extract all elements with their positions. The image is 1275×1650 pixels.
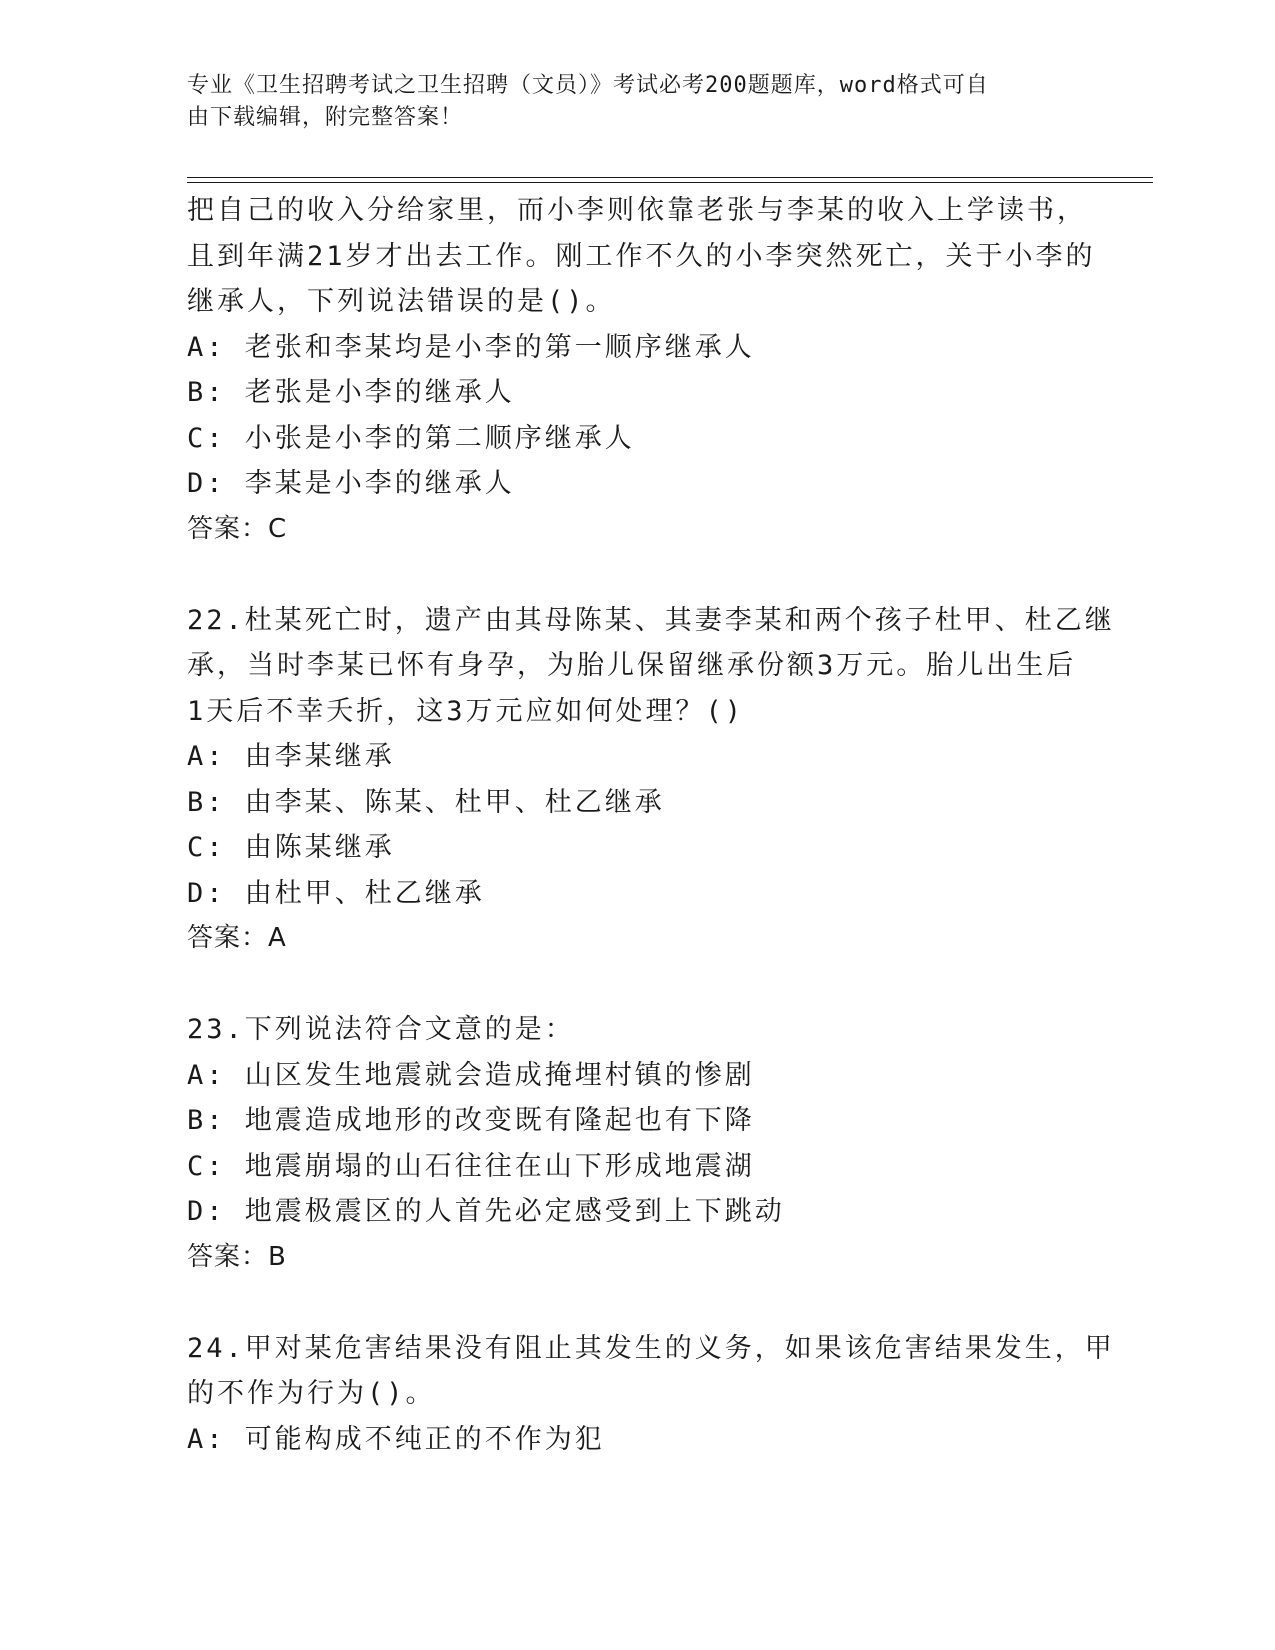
question-stem-line: 23.下列说法符合文意的是： bbox=[187, 1014, 575, 1045]
option-a: A: 可能构成不纯正的不作为犯 bbox=[187, 1423, 605, 1455]
block-spacer bbox=[187, 552, 1087, 598]
block-spacer bbox=[187, 1280, 1087, 1326]
answer-line: 答案：C bbox=[187, 513, 288, 544]
question-stem-line: 且到年满21岁才出去工作。刚工作不久的小李突然死亡，关于小李的 bbox=[187, 240, 1096, 272]
header-line: 由下载编辑，附完整答案！ bbox=[187, 105, 464, 130]
question-stem-line: 继承人，下列说法错误的是()。 bbox=[187, 286, 616, 317]
document-header bbox=[187, 70, 1067, 134]
option-d: D: 由杜甲、杜乙继承 bbox=[187, 877, 485, 909]
option-a: A: 由李某继承 bbox=[187, 741, 395, 772]
block-spacer bbox=[187, 962, 1087, 1008]
question-stem-line: 24.甲对某危害结果没有阻止其发生的义务，如果该危害结果发生，甲 bbox=[187, 1332, 1115, 1364]
option-b: B: 由李某、陈某、杜甲、杜乙继承 bbox=[187, 786, 665, 818]
option-c: C: 地震崩塌的山石往往在山下形成地震湖 bbox=[187, 1150, 755, 1182]
question-block bbox=[187, 598, 1115, 962]
option-c: C: 小张是小李的第二顺序继承人 bbox=[187, 422, 635, 454]
question-block bbox=[187, 1007, 1087, 1280]
header-line: 专业《卫生招聘考试之卫生招聘（文员）》考试必考200题题库，word格式可自 bbox=[187, 73, 989, 98]
option-d: D: 李某是小李的继承人 bbox=[187, 468, 515, 499]
question-stem-line: 的不作为行为()。 bbox=[187, 1378, 436, 1409]
answer-line: 答案：B bbox=[187, 1241, 287, 1272]
answer-line: 答案：A bbox=[187, 923, 287, 953]
option-b: B: 老张是小李的继承人 bbox=[187, 377, 515, 408]
header-divider bbox=[187, 177, 1153, 178]
question-block bbox=[187, 1326, 1115, 1463]
question-list bbox=[187, 188, 1115, 1462]
question-stem-line: 把自己的收入分给家里，而小李则依靠老张与李某的收入上学读书， bbox=[187, 195, 1087, 226]
question-stem-line: 1天后不幸夭折，这3万元应如何处理？() bbox=[187, 695, 745, 727]
option-b: B: 地震造成地形的改变既有隆起也有下降 bbox=[187, 1105, 755, 1136]
option-d: D: 地震极震区的人首先必定感受到上下跳动 bbox=[187, 1196, 785, 1227]
header-divider bbox=[187, 182, 1153, 183]
option-a: A: 山区发生地震就会造成掩埋村镇的惨剧 bbox=[187, 1059, 755, 1091]
question-stem-line: 22.杜某死亡时，遗产由其母陈某、其妻李某和两个孩子杜甲、杜乙继 bbox=[187, 604, 1115, 636]
question-stem-line: 承，当时李某已怀有身孕，为胎儿保留继承份额3万元。胎儿出生后 bbox=[187, 650, 1077, 681]
option-c: C: 由陈某继承 bbox=[187, 832, 395, 863]
question-block bbox=[187, 188, 1096, 552]
option-a: A: 老张和李某均是小李的第一顺序继承人 bbox=[187, 331, 755, 363]
